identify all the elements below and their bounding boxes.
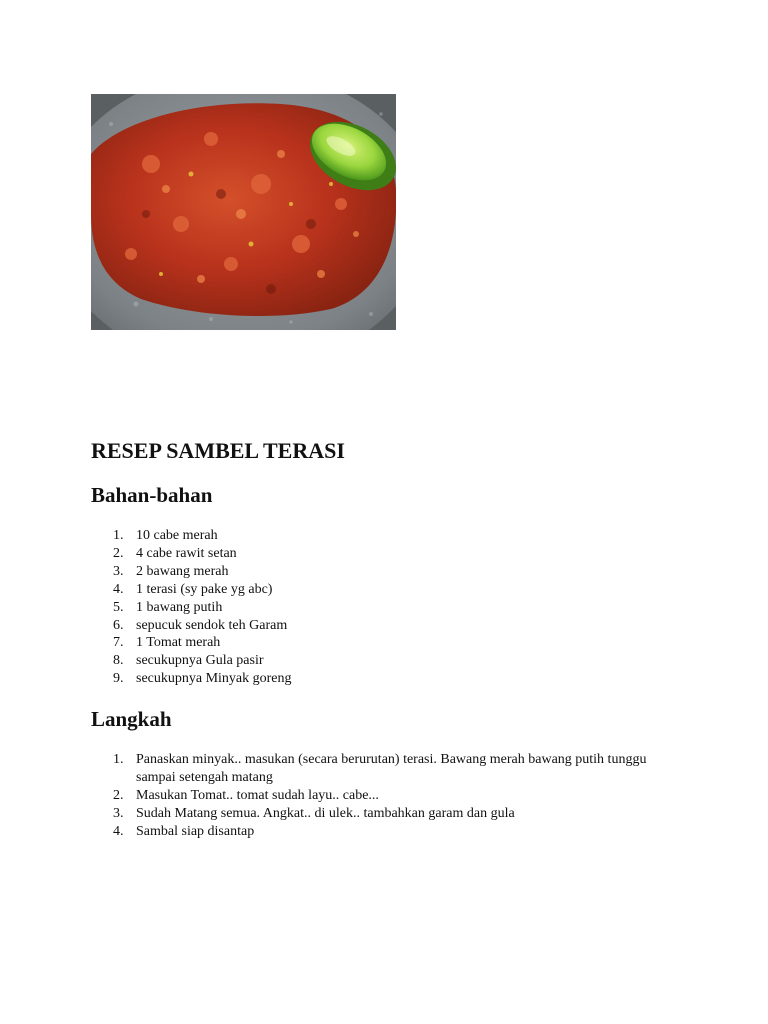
list-item	[91, 545, 671, 563]
list-item	[91, 617, 671, 635]
list-item	[91, 652, 671, 670]
list-number: 2.	[113, 545, 124, 561]
step-text: Panaskan minyak.. masukan (secara berurutan) terasi. Bawang merah bawang putih tunggu sampai setengah matang	[136, 752, 647, 785]
list-item	[91, 751, 671, 787]
list-number: 4.	[113, 823, 124, 839]
list-item	[91, 527, 671, 545]
step-text: Sambal siap disantap	[136, 823, 255, 839]
recipe-photo	[91, 94, 396, 330]
list-number: 6.	[113, 617, 124, 633]
list-item	[91, 787, 671, 805]
list-number: 5.	[113, 599, 124, 615]
list-number: 3.	[113, 563, 124, 579]
list-item	[91, 670, 671, 688]
list-item	[91, 581, 671, 599]
ingredient-text: sepucuk sendok teh Garam	[136, 617, 288, 633]
recipe-title: RESEP SAMBEL TERASI	[91, 438, 345, 463]
list-item	[91, 599, 671, 617]
ingredient-text: 4 cabe rawit setan	[136, 545, 237, 561]
ingredient-text: secukupnya Minyak goreng	[136, 671, 292, 687]
step-text: Masukan Tomat.. tomat sudah layu.. cabe...	[136, 787, 379, 803]
list-number: 9.	[113, 671, 124, 687]
list-item	[91, 634, 671, 652]
ingredient-text: 1 terasi (sy pake yg abc)	[136, 581, 273, 597]
list-item	[91, 823, 671, 841]
ingredient-text: secukupnya Gula pasir	[136, 653, 264, 669]
ingredients-heading: Bahan-bahan	[91, 483, 213, 507]
ingredient-text: 2 bawang merah	[136, 563, 229, 579]
list-number: 1.	[113, 528, 124, 543]
list-item	[91, 563, 671, 581]
list-number: 7.	[113, 635, 124, 651]
list-number: 4.	[113, 581, 124, 597]
ingredient-text: 1 Tomat merah	[136, 635, 221, 651]
ingredient-text: 1 bawang putih	[136, 599, 223, 615]
list-number: 3.	[113, 805, 124, 821]
steps-list	[91, 751, 671, 841]
ingredient-text: 10 cabe merah	[136, 528, 218, 543]
list-number: 1.	[113, 752, 124, 767]
list-item	[91, 805, 671, 823]
list-number: 8.	[113, 653, 124, 669]
step-text: Sudah Matang semua. Angkat.. di ulek.. tambahkan garam dan gula	[136, 805, 515, 821]
steps-heading: Langkah	[91, 707, 172, 731]
list-number: 2.	[113, 787, 124, 803]
ingredients-list	[91, 527, 671, 688]
